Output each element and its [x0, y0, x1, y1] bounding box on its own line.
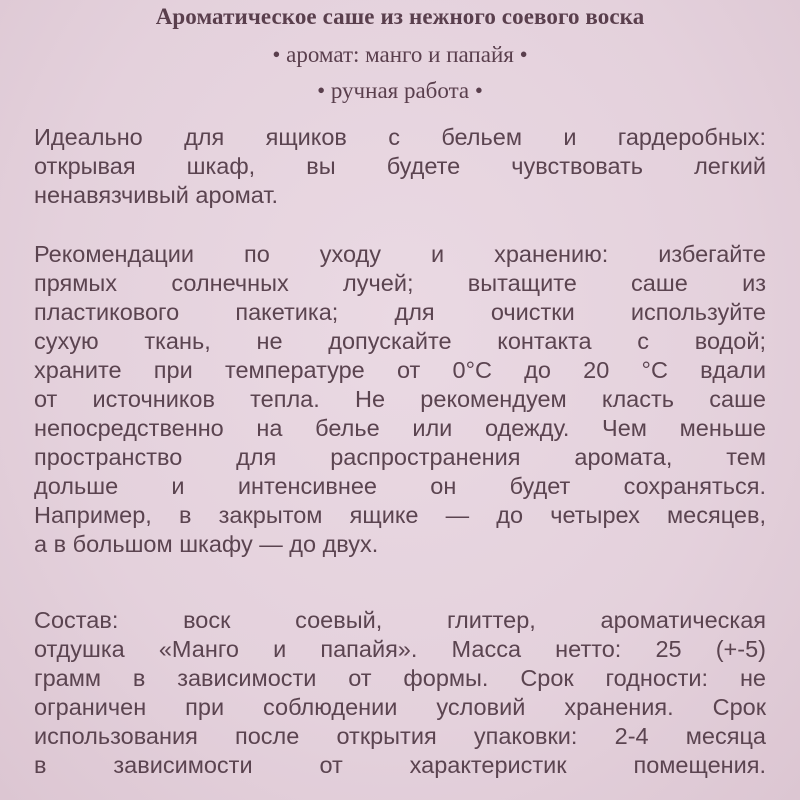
care-paragraph: [34, 240, 766, 559]
text-line: ограничен при соблюдении условий хранения. Срок: [34, 694, 766, 720]
text-line: грамм в зависимости от формы. Срок годности: не: [34, 665, 766, 691]
usage-paragraph: [34, 123, 766, 210]
text-line: пространство для распространения аромата, тем: [34, 444, 766, 470]
composition-paragraph: [34, 606, 766, 780]
text-line: дольше и интенсивнее он будет сохраняться.: [34, 473, 766, 499]
text-line: отдушка «Манго и папайя». Масса нетто: 25 (+-5): [34, 636, 766, 662]
aroma-subtitle: • аромат: манго и папайя •: [272, 42, 528, 67]
text-line: от источников тепла. Не рекомендуем класть саше: [34, 386, 766, 412]
text-line: непосредственно на белье или одежду. Чем меньше: [34, 415, 766, 441]
text-line: а в большом шкафу — до двух.: [34, 531, 379, 557]
text-line: Состав: воск соевый, глиттер, ароматическая: [34, 607, 766, 633]
text-line: в зависимости от характеристик помещения.: [34, 752, 766, 778]
text-line: храните при температуре от 0°С до 20 °С вдали: [34, 357, 766, 383]
text-line: Идеально для ящиков с бельем и гардеробных:: [34, 124, 766, 150]
text-line: ненавязчивый аромат.: [34, 182, 279, 208]
text-line: Рекомендации по уходу и хранению: избегайте: [34, 241, 766, 267]
handmade-subtitle: • ручная работа •: [317, 78, 483, 103]
text-line: Например, в закрытом ящике — до четырех месяцев,: [34, 502, 766, 528]
text-line: пластикового пакетика; для очистки используйте: [34, 299, 766, 325]
text-line: использования после открытия упаковки: 2-4 месяца: [34, 723, 766, 749]
text-line: открывая шкаф, вы будете чувствовать легкий: [34, 153, 766, 179]
text-line: сухую ткань, не допускайте контакта с водой;: [34, 328, 766, 354]
product-title: Ароматическое саше из нежного соевого воска: [155, 4, 645, 29]
text-line: прямых солнечных лучей; вытащите саше из: [34, 270, 766, 296]
